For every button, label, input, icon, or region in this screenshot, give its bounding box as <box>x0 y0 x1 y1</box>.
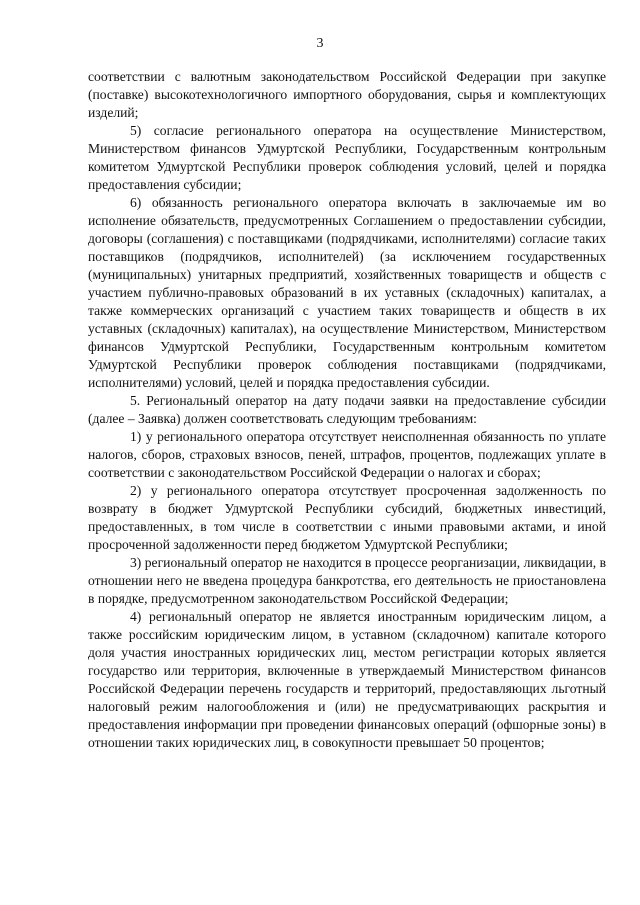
paragraph: 2) у регионального оператора отсутствует просроченная задолженность по возврату в бюджет Удмуртской Республики субсидий, бюджетных инвестиций, предоставленных, в том числе в соответствии с иными правовыми актами, и иной просроченной задолженности перед бюджетом Удмуртской Республики; <box>88 483 606 552</box>
paragraph: соответствии с валютным законодательством Российской Федерации при закупке (поставке) высокотехнологичного импортного оборудования, сырья и комплектующих изделий; <box>88 69 606 120</box>
paragraph: 5. Региональный оператор на дату подачи заявки на предоставление субсидии (далее – Заявка) должен соответствовать следующим требованиям: <box>88 393 606 426</box>
paragraph: 1) у регионального оператора отсутствует неисполненная обязанность по уплате налогов, сборов, страховых взносов, пеней, штрафов, процентов, подлежащих уплате в соответствии с законодательством Российской Федерации о налогах и сборах; <box>88 429 606 480</box>
document-body <box>88 68 606 752</box>
paragraph: 6) обязанность регионального оператора включать в заключаемые им во исполнение обязательств, предусмотренных Соглашением о предоставлении субсидии, договоры (соглашения) с поставщиками (подрядчиками, исполнителями) согласие таких поставщиков (подрядчиков, исполнителей) (за исключением государственных (муниципальных) унитарных предприятий, хозяйственных товариществ и обществ с участием публично-правовых образований в их уставных (складочных) капиталах, а также коммерческих организаций с участием таких товариществ и обществ в их уставных (складочных) капиталах), на осуществление Министерством, Министерством финансов Удмуртской Республики, Государственным контрольным комитетом Удмуртской Республики проверок соблюдения поставщиками (подрядчиками, исполнителями) условий, целей и порядка предоставления субсидии. <box>88 195 606 390</box>
page-number: 3 <box>316 36 324 51</box>
paragraph: 5) согласие регионального оператора на осуществление Министерством, Министерством финансов Удмуртской Республики, Государственным контрольным комитетом Удмуртской Республики проверок соблюдения условий, целей и порядка предоставления субсидии; <box>88 123 606 192</box>
paragraph: 4) региональный оператор не является иностранным юридическим лицом, а также российским юридическим лицом, в уставном (складочном) капитале которого доля участия иностранных юридических лиц, местом регистрации которых является государство или территория, включенные в утверждаемый Министерством финансов Российской Федерации перечень государств и территорий, предоставляющих льготный налоговый режим налогообложения и (или) не предусматривающих раскрытия и предоставления информации при проведении финансовых операций (офшорные зоны) в отношении таких юридических лиц, в совокупности превышает 50 процентов; <box>88 609 606 750</box>
paragraph: 3) региональный оператор не находится в процессе реорганизации, ликвидации, в отношении него не введена процедура банкротства, его деятельность не приостановлена в порядке, предусмотренном законодательством Российской Федерации; <box>88 555 606 606</box>
